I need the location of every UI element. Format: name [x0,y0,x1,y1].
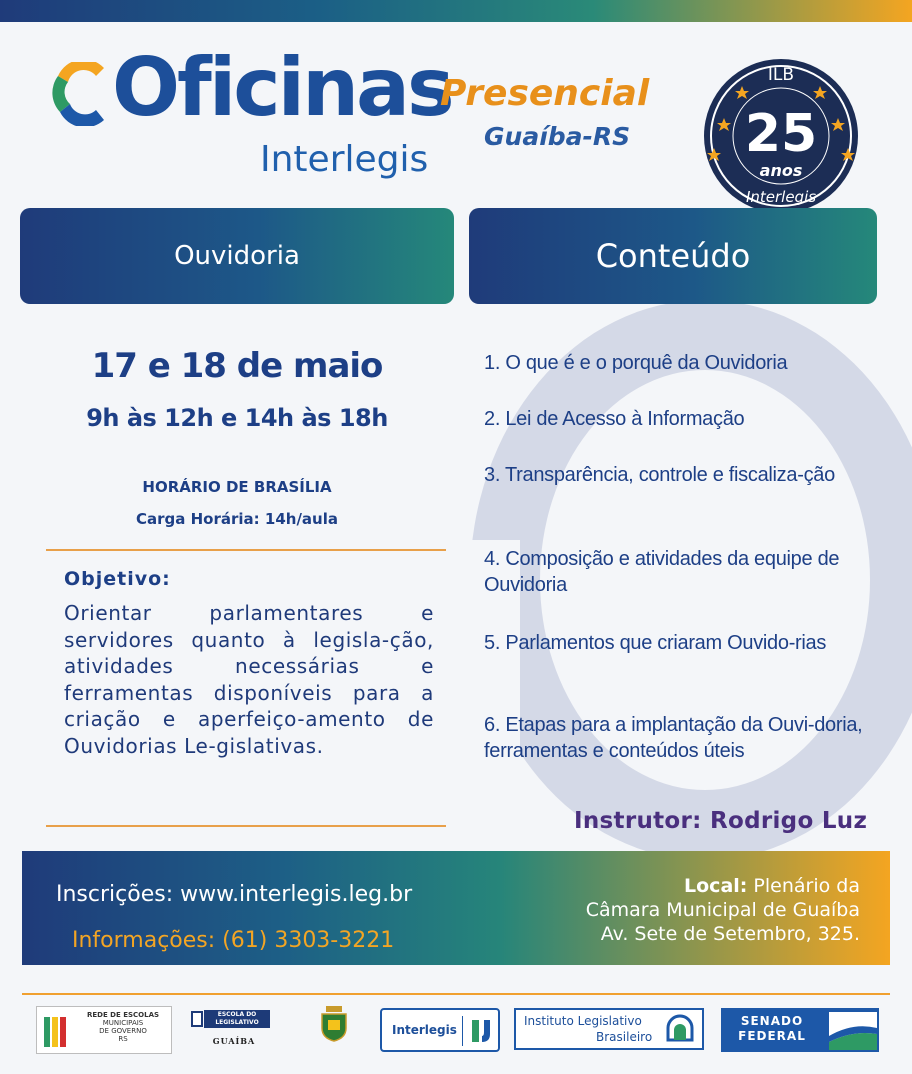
rede-escolas-icon [42,1013,72,1049]
rede-line-4: RS [118,1035,128,1043]
book-icon [190,1010,204,1028]
badge-bottom-label: Interlegis [745,188,817,206]
oficinas-logo-icon [52,62,110,126]
conteudo-header: Conteúdo [469,208,877,304]
divider-top [46,549,446,551]
escola-bottom: GUAÍBA [212,1036,256,1046]
venue-line-2: Câmara Municipal de Guaíba [585,899,860,921]
content-item: 2. Lei de Acesso à Informação [484,408,745,430]
workload-label: Carga Horária: 14h/aula [136,510,338,528]
objective-title: Objetivo: [64,568,171,590]
top-gradient-bar [0,0,912,22]
venue-line-1: Plenário da [753,875,860,897]
content-item: 3. Transparência, controle e fiscaliza-ção [484,464,835,486]
location-label: Guaíba-RS [484,122,631,151]
page-title: Oficinas [112,41,452,134]
ilb-logo [514,1008,704,1050]
content-item: 4. Composição e atividades da equipe de Ouvidoria [484,548,840,596]
senado-line-1: SENADO [740,1014,804,1028]
rede-line-2: MUNICIPAIS [102,1019,144,1027]
content-item: 1. O que é e o porquê da Ouvidoria [484,352,788,374]
senado-federal-logo [721,1008,879,1052]
rede-line-1: REDE DE ESCOLAS [86,1011,160,1019]
info-phone: Informações: (61) 3303-3221 [72,928,395,953]
escola-top-line-2: LEGISLATIVO [215,1019,259,1026]
badge-ilb-label: ILB [767,65,795,85]
instructor-label: Instrutor: Rodrigo Luz [574,808,868,834]
interlegis-logo-separator [462,1016,463,1046]
senado-text [733,1014,811,1044]
escola-top [204,1010,270,1028]
interlegis-logo-text: Interlegis [392,1023,457,1037]
venue-block [480,874,860,946]
rede-line-3: DE GOVERNO [99,1027,147,1035]
objective-text: Orientar parlamentares e servidores quanto à legisla-ção, atividades necessárias e ferramentas disponíveis para a criação e aperfeiço-amento de Ouvidorias Le-gislativas. [64,601,434,758]
crest-icon [320,1006,348,1042]
divider-bottom [46,825,446,827]
badge-number: 25 [744,104,818,164]
senado-mark-icon [829,1012,877,1050]
ilb-25-anos-badge [694,56,868,216]
ilb-mark-icon [664,1014,696,1044]
event-date: 17 e 18 de maio [91,346,383,386]
venue-label: Local: [684,875,748,897]
escola-legislativo-logo [186,1006,282,1054]
rede-escolas-logo [36,1006,172,1054]
camara-guaiba-logo [312,1006,356,1054]
content-item: 6. Etapas para a implantação da Ouvi-doria, ferramentas e conteúdos úteis [484,714,863,762]
event-hours: 9h às 12h e 14h às 18h [86,404,388,432]
ilb-line-1: Instituto Legislativo [524,1014,642,1028]
interlegis-mark-icon [468,1016,496,1046]
modality-label: Presencial [440,73,650,114]
senado-line-2: FEDERAL [738,1029,806,1043]
ilb-line-2: Brasileiro [596,1030,653,1044]
ouvidoria-header: Ouvidoria [20,208,454,304]
badge-unit: anos [759,161,803,180]
interlegis-logo [380,1008,500,1052]
timezone-label: HORÁRIO DE BRASÍLIA [142,478,332,496]
footer-divider [22,993,890,995]
escola-top-line-1: ESCOLA DO [217,1011,257,1018]
page-subtitle: Interlegis [260,139,429,180]
venue-line-3: Av. Sete de Setembro, 325. [600,923,860,945]
registration-link[interactable]: Inscrições: www.interlegis.leg.br [56,882,413,907]
content-item: 5. Parlamentos que criaram Ouvido-rias [484,632,827,654]
